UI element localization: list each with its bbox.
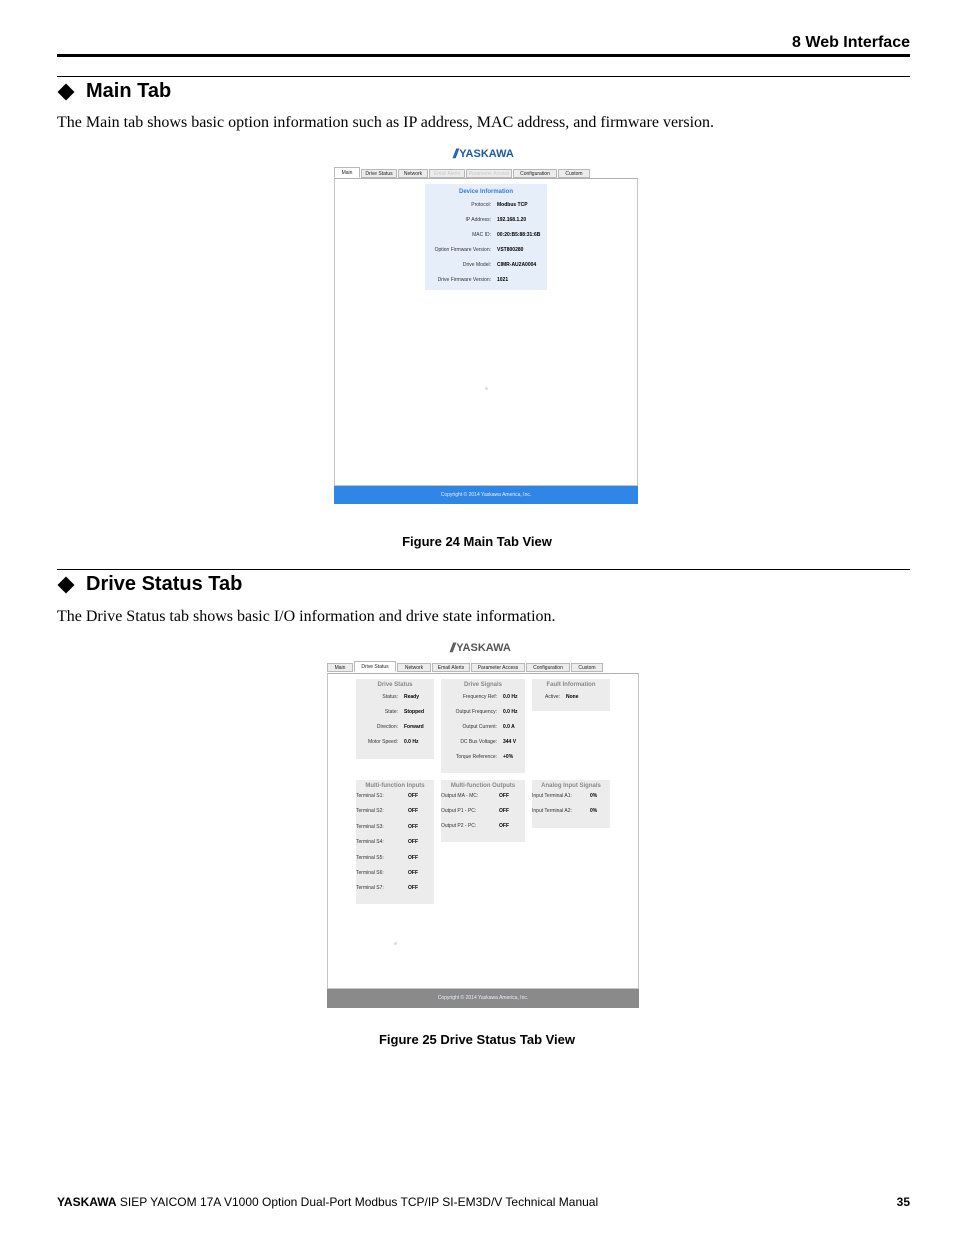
yaskawa-mark-icon: // <box>453 146 457 161</box>
kv-row <box>356 835 434 850</box>
tab-configuration[interactable]: Configuration <box>513 169 557 178</box>
tab-parameter-access[interactable]: Parameter Access <box>471 663 525 672</box>
section-rule-2 <box>57 569 910 570</box>
kv-label: Frequency Ref: <box>462 694 497 700</box>
kv-value: OFF <box>408 854 418 861</box>
kv-label: Drive Firmware Version: <box>437 277 491 283</box>
kv-label: Terminal S2: <box>356 808 384 815</box>
tab-network[interactable]: Network <box>398 169 428 178</box>
figure-caption-24: Figure 24 Main Tab View <box>402 534 552 549</box>
kv-label: Terminal S7: <box>356 885 384 892</box>
kv-label: Drive Model: <box>462 262 491 268</box>
section-title-drive-status-tab <box>57 573 242 596</box>
page-number: 35 <box>896 1195 910 1209</box>
kv-label: Output P2 - PC: <box>441 823 477 829</box>
kv-value: CIMR-AU2A0004 <box>497 262 537 268</box>
yaskawa-logo: // YASKAWA <box>450 640 511 655</box>
panel-title: Multi-function Outputs <box>450 783 516 789</box>
kv-label: Direction: <box>376 724 398 730</box>
yaskawa-logo: // YASKAWA <box>453 146 514 161</box>
kv-value: Ready <box>404 694 420 700</box>
analog-input-signals-panel <box>532 780 610 828</box>
multi-function-outputs-panel <box>441 780 525 842</box>
panel-title: Device Information <box>458 189 513 195</box>
kv-value: OFF <box>408 823 418 830</box>
kv-label: Output P1 - PC: <box>441 808 477 814</box>
drive-status-tab-screenshot <box>327 635 639 1008</box>
kv-value: 00:20:B5:88:31:6B <box>497 232 541 238</box>
kv-row <box>356 735 434 750</box>
tab-email-alerts[interactable]: Email Alerts <box>429 169 465 178</box>
kv-row <box>441 819 525 834</box>
tab-main[interactable]: Main <box>334 167 360 178</box>
content-frame <box>327 673 639 989</box>
kv-row <box>356 690 434 705</box>
fault-information-panel <box>532 679 610 711</box>
kv-value: VST800280 <box>497 247 524 253</box>
section-rule-1 <box>57 76 910 77</box>
kv-row <box>356 851 434 866</box>
section-title-text: Drive Status Tab <box>86 573 243 595</box>
kv-label: Terminal S4: <box>356 839 384 846</box>
kv-row <box>356 820 434 835</box>
footer-doc-title: SIEP YAICOM 17A V1000 Option Dual-Port Modbus TCP/IP SI-EM3D/V Technical Manual <box>116 1195 599 1209</box>
kv-row <box>356 720 434 735</box>
kv-value: OFF <box>408 793 418 799</box>
kv-value: OFF <box>499 793 509 799</box>
tab-email-alerts[interactable]: Email Alerts <box>432 663 470 672</box>
kv-row <box>441 690 525 705</box>
section-title-text: Main Tab <box>86 80 172 102</box>
document-footer <box>57 1195 598 1209</box>
drive-signals-panel <box>441 679 525 773</box>
kv-label: Terminal S3: <box>356 823 384 830</box>
kv-row <box>425 258 547 273</box>
kv-value: 0.0 Hz <box>503 694 518 700</box>
kv-value: OFF <box>408 808 418 815</box>
panel-title: Fault Information <box>546 682 596 688</box>
tab-drive-status[interactable]: Drive Status <box>354 661 396 672</box>
kv-value: 1021 <box>497 277 509 283</box>
tab-parameter-access[interactable]: Parameter Access <box>466 169 512 178</box>
kv-row <box>425 273 547 288</box>
kv-label: Input Terminal A1: <box>532 793 572 799</box>
yaskawa-mark-icon: // <box>450 640 454 655</box>
kv-value: OFF <box>499 808 509 814</box>
chapter-header: 8 Web Interface <box>792 34 910 51</box>
kv-label: Status: <box>382 694 398 700</box>
kv-row <box>441 705 525 720</box>
tab-drive-status[interactable]: Drive Status <box>361 169 397 178</box>
main-tab-screenshot <box>334 140 638 504</box>
device-info-rows <box>425 198 547 288</box>
kv-row <box>425 213 547 228</box>
multi-function-inputs-panel <box>356 780 434 904</box>
kv-label: Terminal S5: <box>356 854 384 861</box>
kv-value: OFF <box>408 839 418 846</box>
kv-value: None <box>566 694 579 700</box>
kv-value: OFF <box>408 885 418 892</box>
kv-value: 0% <box>590 793 598 799</box>
kv-value: 0% <box>590 808 598 814</box>
panel-title: Drive Status <box>377 682 413 688</box>
panel-title: Multi-function Inputs <box>365 783 425 789</box>
tab-bar <box>327 661 604 672</box>
kv-row <box>356 804 434 819</box>
kv-label: MAC ID: <box>472 232 491 238</box>
panel-title: Analog Input Signals <box>541 783 601 789</box>
section-title-main-tab <box>57 80 171 103</box>
kv-row <box>425 198 547 213</box>
kv-label: Input Terminal A2: <box>532 808 572 814</box>
tab-main[interactable]: Main <box>327 663 353 672</box>
kv-label: IP Address: <box>465 217 491 223</box>
kv-label: Torque Reference: <box>455 754 497 760</box>
kv-row <box>356 866 434 881</box>
tab-custom[interactable]: Custom <box>571 663 603 672</box>
kv-value: Stopped <box>404 709 424 715</box>
loading-dot <box>394 942 397 945</box>
section-paragraph-1: The Main tab shows basic option information such as IP address, MAC address, and firmware version. <box>57 114 715 131</box>
kv-row <box>532 690 610 705</box>
kv-row <box>441 804 525 819</box>
kv-row <box>425 243 547 258</box>
kv-label: Protocol: <box>471 202 491 208</box>
tab-bar <box>334 167 591 178</box>
header-rule <box>57 54 910 57</box>
kv-value: Forward <box>404 724 424 730</box>
panel-title: Drive Signals <box>463 682 502 688</box>
drive-status-panel <box>356 679 434 759</box>
kv-value: 0.0 A <box>503 724 515 730</box>
kv-row <box>425 228 547 243</box>
kv-label: Option Firmware Version: <box>434 247 491 253</box>
kv-row <box>356 705 434 720</box>
kv-label: DC Bus Voltage: <box>460 739 497 745</box>
kv-value: 0.0 Hz <box>503 709 518 715</box>
tab-configuration[interactable]: Configuration <box>526 663 570 672</box>
kv-label: Active: <box>544 694 560 700</box>
grey-footer-bar: Copyright © 2014 Yaskawa America, Inc. <box>327 989 639 1008</box>
kv-label: Motor Speed: <box>367 739 398 745</box>
kv-row <box>532 804 610 819</box>
content-frame <box>334 178 638 486</box>
device-information-panel <box>425 184 547 290</box>
kv-label: Terminal S1: <box>356 793 384 799</box>
diamond-bullet-icon <box>58 83 75 100</box>
figure-caption-25: Figure 25 Drive Status Tab View <box>378 1032 576 1047</box>
kv-value: +0% <box>503 754 514 760</box>
kv-row <box>356 881 434 896</box>
section-paragraph-2: The Drive Status tab shows basic I/O information and drive state information. <box>57 608 556 625</box>
footer-brand: YASKAWA <box>57 1195 117 1209</box>
kv-label: Output Current: <box>462 724 497 730</box>
kv-label: State: <box>384 709 398 715</box>
loading-dot <box>485 387 488 390</box>
kv-label: Output Frequency: <box>455 709 497 715</box>
kv-value: 344 V <box>503 739 517 745</box>
kv-label: Terminal S6: <box>356 870 384 877</box>
kv-value: OFF <box>408 870 418 877</box>
tab-network[interactable]: Network <box>397 663 431 672</box>
kv-value: Modbus TCP <box>497 202 528 208</box>
kv-value: OFF <box>499 823 509 829</box>
kv-value: 0.0 Hz <box>404 739 419 745</box>
kv-value: 192.168.1.20 <box>497 217 527 223</box>
kv-label: Output MA - MC: <box>441 793 479 799</box>
kv-row <box>441 789 525 804</box>
diamond-bullet-icon <box>58 576 75 593</box>
kv-row <box>532 789 610 804</box>
kv-row <box>356 789 434 804</box>
kv-row <box>441 735 525 750</box>
kv-row <box>441 750 525 765</box>
tab-custom[interactable]: Custom <box>558 169 590 178</box>
blue-footer-bar: Copyright © 2014 Yaskawa America, Inc. <box>334 486 638 504</box>
kv-row <box>441 720 525 735</box>
